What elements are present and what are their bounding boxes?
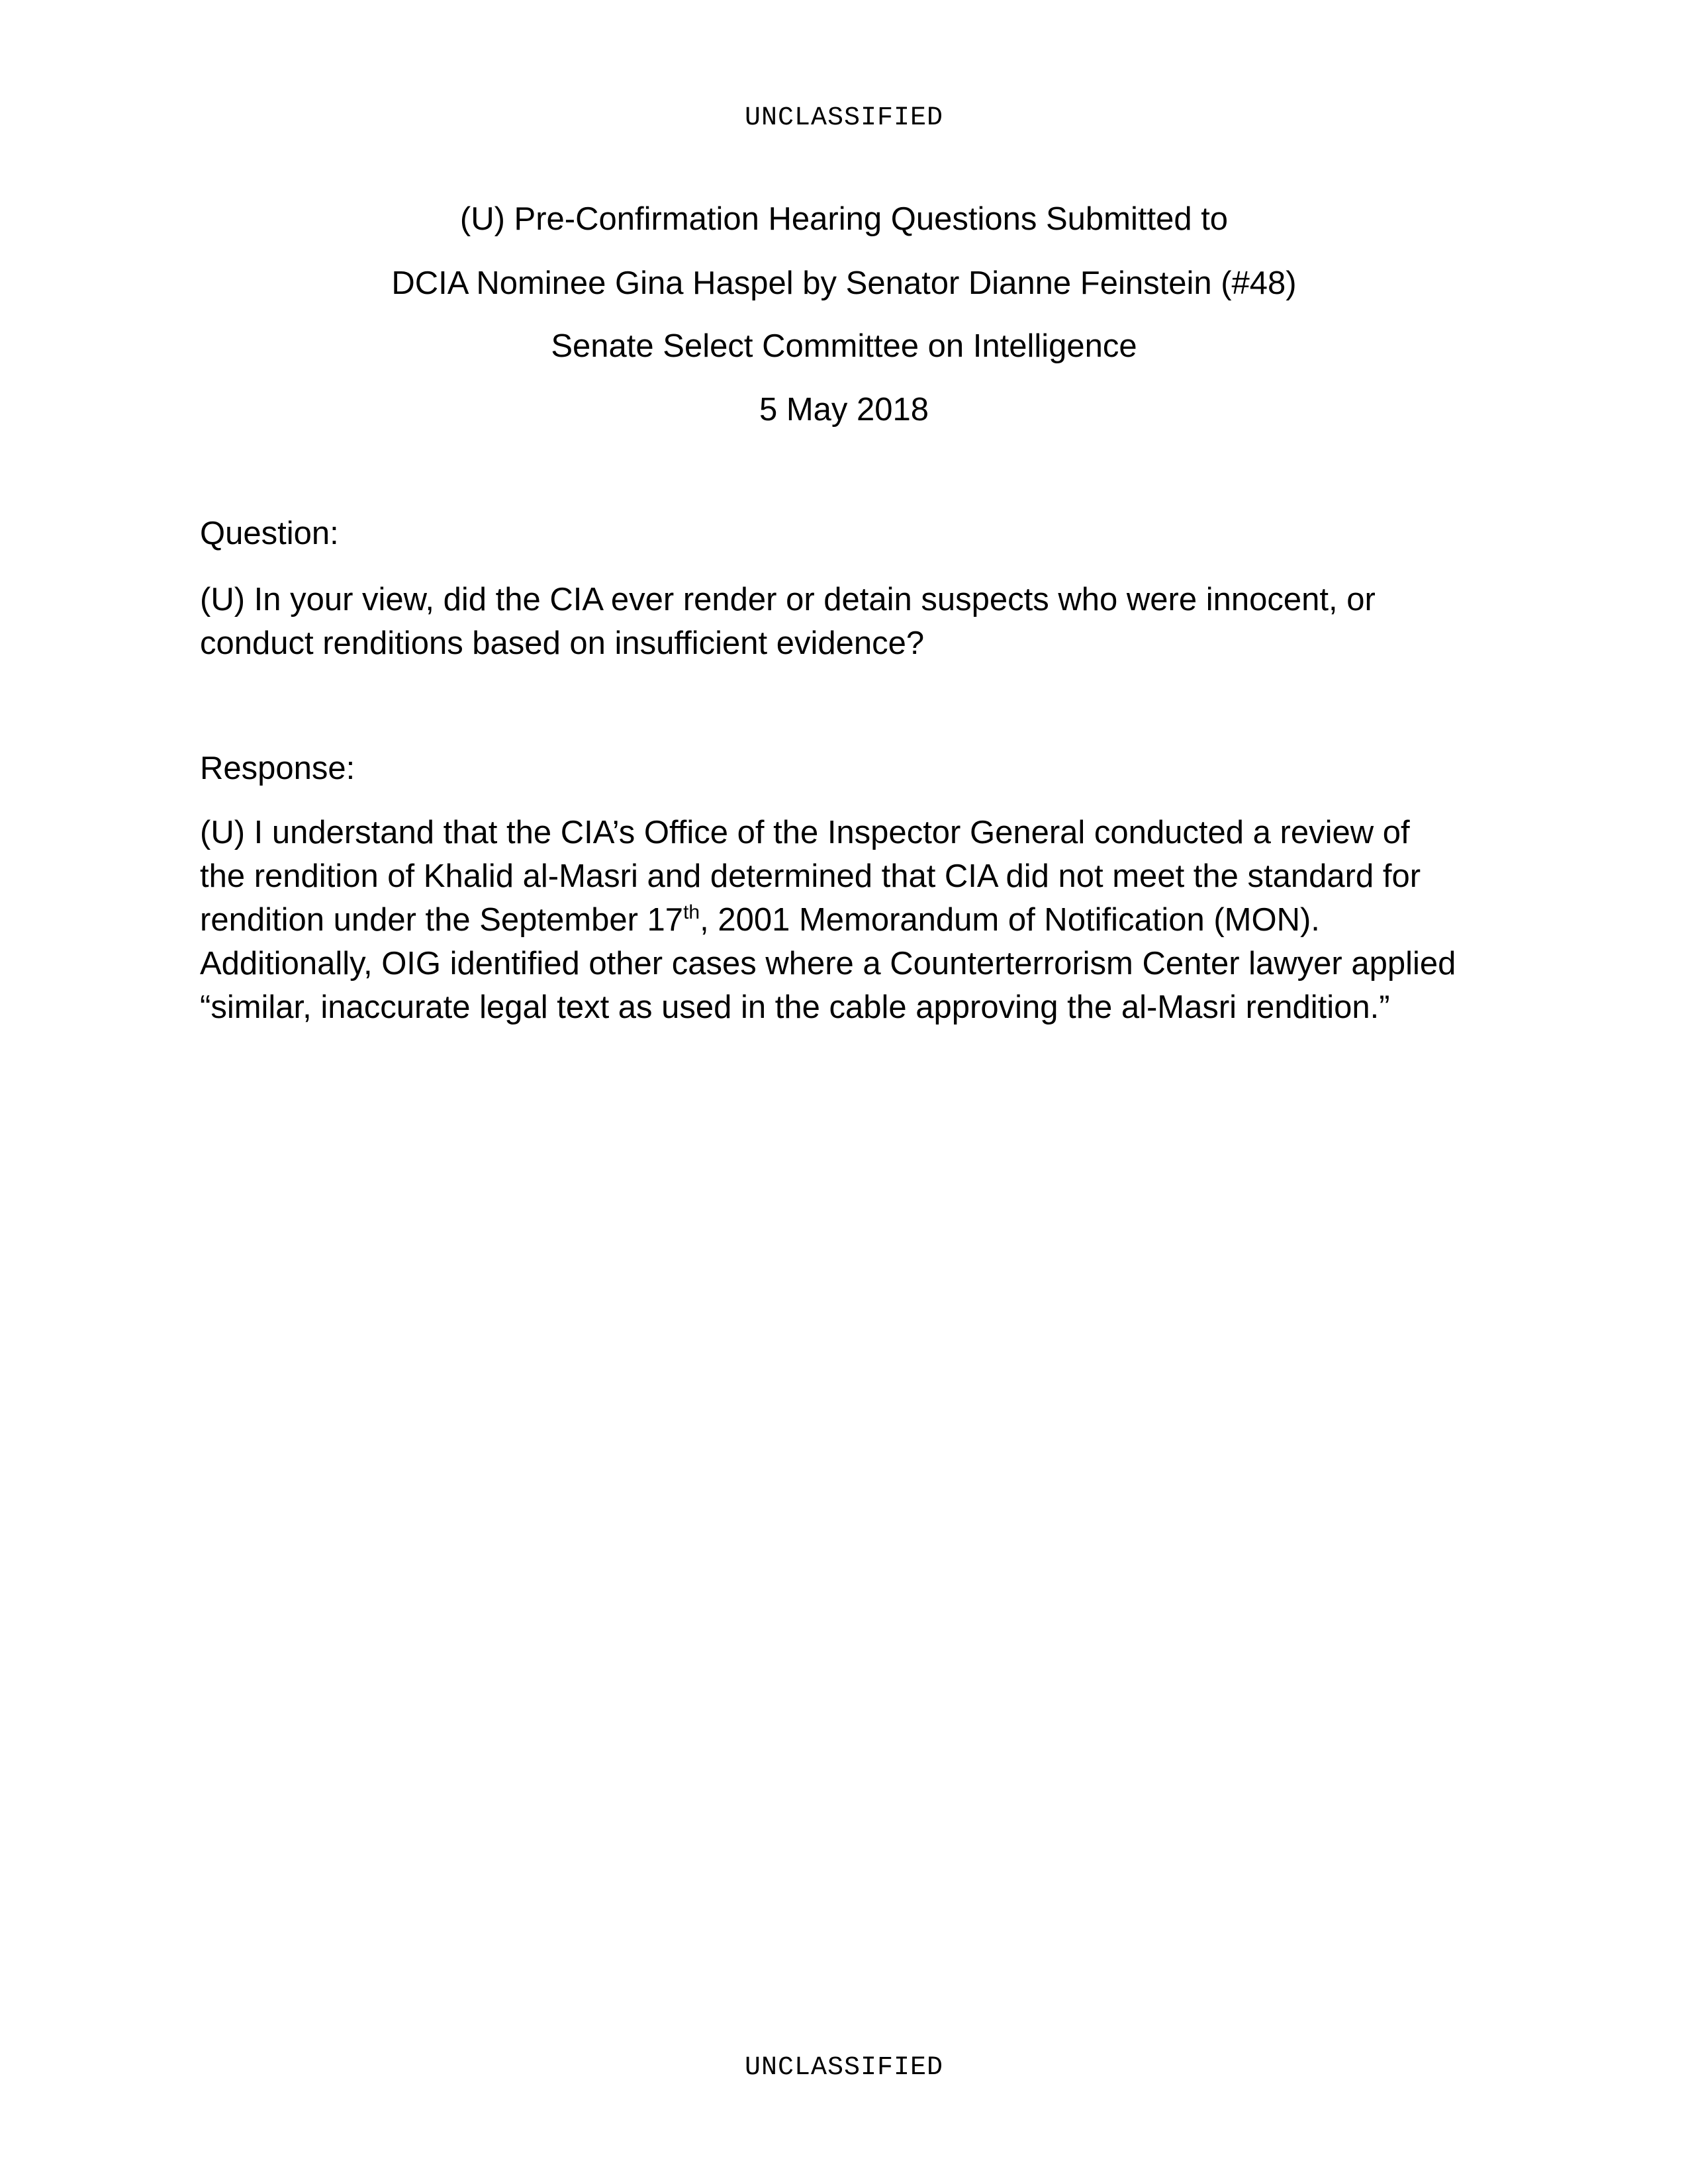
title-line-3: Senate Select Committee on Intelligence [551,328,1137,364]
response-line: Additionally, OIG identified other cases where a Counterterrorism Center lawyer applied [200,946,1456,981]
response-line: (U) I understand that the CIA’s Office of the Inspector General conducted a review of [200,815,1410,850]
response-line: “similar, inaccurate legal text as used in the cable approving the al-Masri rendition.” [200,989,1390,1025]
response-line [200,898,1456,942]
title-date: 5 May 2018 [759,392,929,428]
question-line: (U) In your view, did the CIA ever render or detain suspects who were innocent, or [200,582,1376,617]
classification-footer: UNCLASSIFIED [744,2053,944,2083]
response-label: Response: [200,751,355,786]
question-section [200,512,339,555]
question-label: Question: [200,516,339,551]
title-line-1: (U) Pre-Confirmation Hearing Questions Submitted to [459,201,1229,237]
response-text [200,811,1456,1029]
response-line-3-end: , 2001 Memorandum of Notification (MON). [700,902,1320,938]
response-section [200,747,355,790]
question-text [200,578,1376,665]
response-line-3-start: rendition under the September 17 [200,902,684,938]
classification-header: UNCLASSIFIED [744,103,944,133]
response-line: the rendition of Khalid al-Masri and determined that CIA did not meet the standard for [200,858,1421,894]
ordinal-suffix: th [683,901,700,923]
title-line-2: DCIA Nominee Gina Haspel by Senator Dianne Feinstein (#48) [391,265,1297,301]
question-line: conduct renditions based on insufficient evidence? [200,625,925,661]
